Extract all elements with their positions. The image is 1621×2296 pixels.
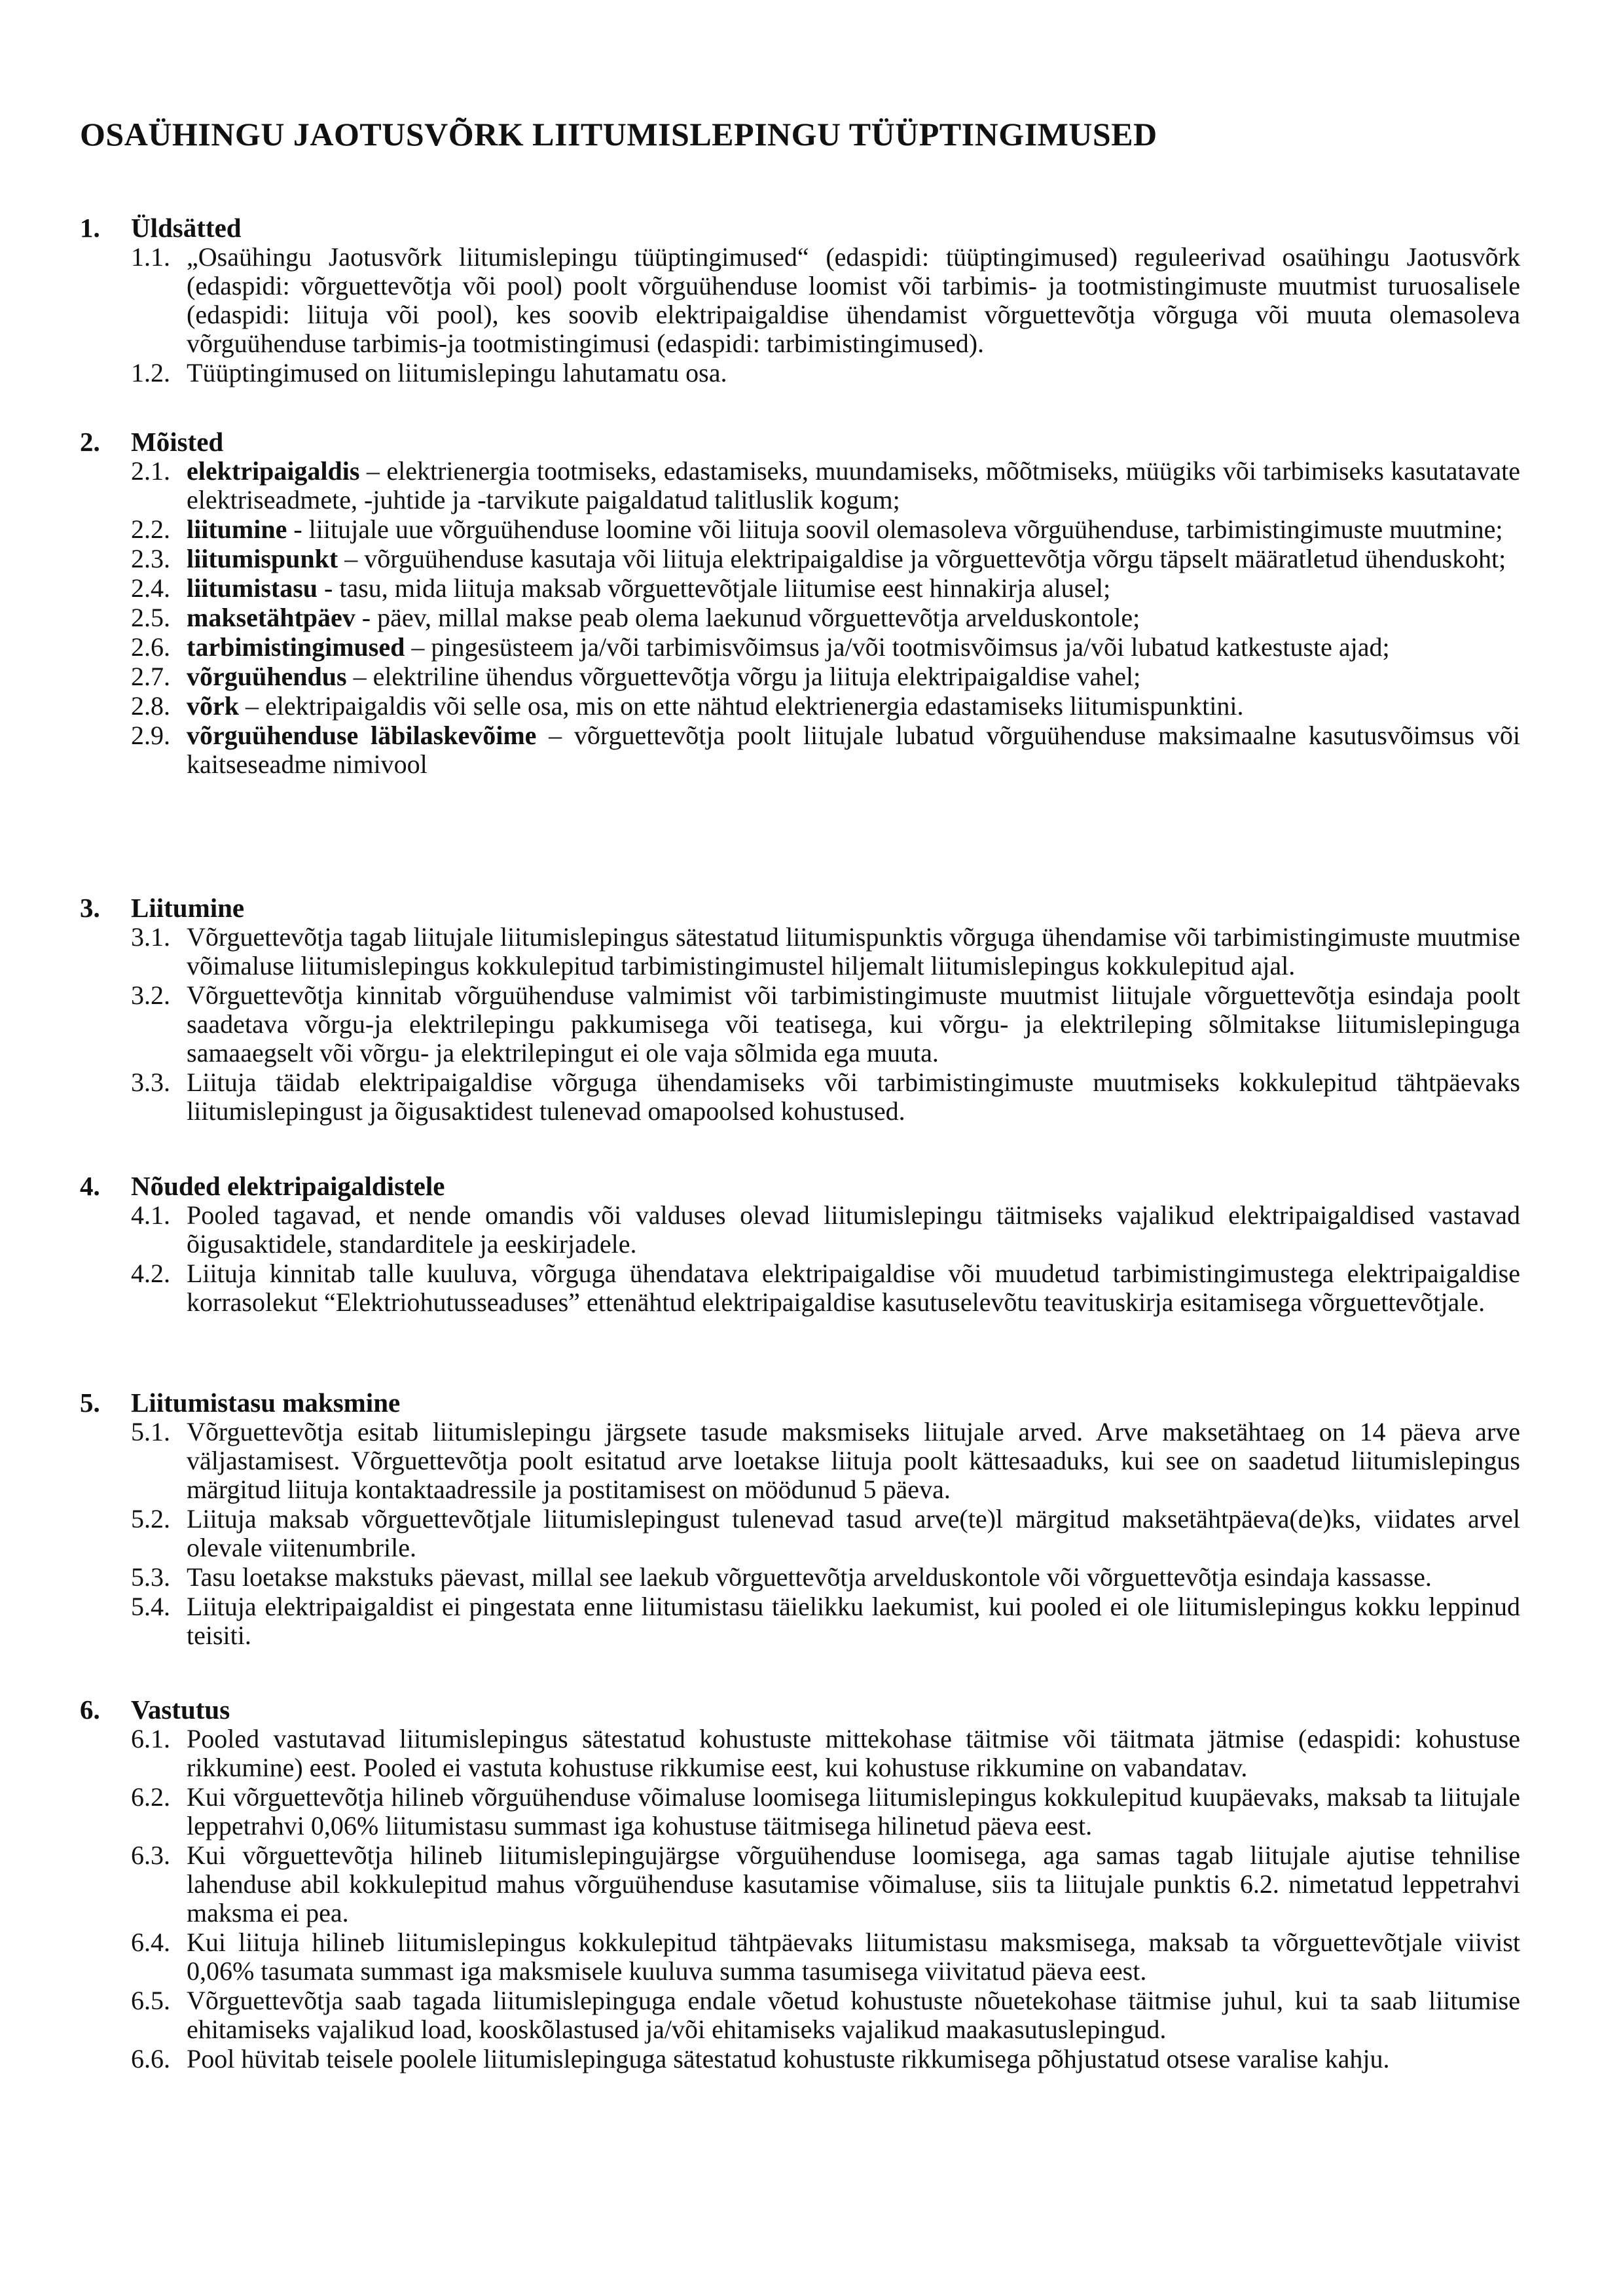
definition-text: – elektripaigaldis või selle osa, mis on ette nähtud elektrienergia edastamiseks liitumispunktini. [239, 691, 1244, 721]
definition-clause [131, 633, 1520, 662]
section-title: Liitumistasu maksmine [131, 1388, 401, 1418]
clause [131, 1928, 1520, 1986]
section-heading [80, 213, 1520, 242]
clause-text: Pool hüvitab teisele poolele liitumislepinguga sätestatud kohustuste rikkumisega põhjustatud otsese varalise kahju. [187, 2044, 1390, 2073]
clause-text: Kui võrguettevõtja hilineb liitumislepingujärgse võrguühenduse loomisega, aga samas tagab liitujale ajutise tehnilise lahenduse abil kokkulepitud mahus võrguühenduse kasutamise võimaluse, siis ta liitujale punktis 6.2. nimetatud leppetrahvi maksma ei pea. [187, 1840, 1520, 1928]
document-title: OSAÜHINGU JAOTUSVÕRK LIITUMISLEPINGU TÜÜPTINGIMUSED [80, 116, 1157, 152]
definition-clause [131, 515, 1520, 544]
defined-term: võrk [187, 691, 239, 721]
section-number: 4. [80, 1171, 100, 1201]
clause [131, 1986, 1520, 2044]
clause-text: „Osaühingu Jaotusvõrk liitumislepingu tüüptingimused“ (edaspidi: tüüptingimused) reguleerivad osaühingu Jaotusvõrk (edaspidi: võrguettevõtja või pool) poolt võrguühenduse loomist või tarbimis- ja tootmistingimuste muutmist turuosalisele (edaspidi: liituja või pool), kes soovib elektripaigaldise ühendamist võrguettevõtja võrguga või muuta olemasoleva võrguühenduse tarbimis-ja tootmistingimusi (edaspidi: tarbimistingimused). [187, 242, 1520, 358]
clause-text: Pooled tagavad, et nende omandis või valduses olevad liitumislepingu täitmiseks vajalikud elektripaigaldised vastavad õigusaktidele, standarditele ja eeskirjadele. [187, 1200, 1520, 1259]
section-general-provisions [80, 213, 1520, 387]
clause-text: Kui võrguettevõtja hilineb võrguühenduse võimaluse loomisega liitumislepingus kokkulepitud kuupäevaks, maksab ta liitujale leppetrahvi 0,06% liitumistasu summast iga kohustuse täitmisega hilinetud päeva eest. [187, 1782, 1520, 1840]
clause-number: 6.6. [131, 2044, 170, 2073]
clause [131, 243, 1520, 358]
clause-text: Liituja maksab võrguettevõtjale liitumislepingust tulenevad tasud arve(te)l märgitud maksetähtpäeva(de)ks, viidates arvel olevale viitenumbrile. [187, 1504, 1520, 1562]
section-liability [80, 1695, 1520, 2073]
clause-number: 4.1. [131, 1200, 170, 1230]
clause [131, 359, 1520, 387]
section-title: Üldsätted [131, 213, 242, 243]
clause [131, 923, 1520, 980]
clause [131, 1505, 1520, 1562]
defined-term: elektripaigaldis [187, 456, 360, 486]
section-heading [80, 893, 1520, 922]
definition-clause [131, 662, 1520, 691]
definition-clause [131, 545, 1520, 573]
definition-text: - liitujale uue võrguühenduse loomine või liituja soovil olemasoleva võrguühenduse, tarbimistingimuste muutmine; [287, 514, 1503, 544]
section-title: Liitumine [131, 893, 245, 923]
clause-number: 3.2. [131, 980, 170, 1010]
definition-clause [131, 721, 1520, 779]
clause-text: Võrguettevõtja saab tagada liitumislepinguga endale võetud kohustuste nõuetekohase täitmise juhul, kui ta saab liitumise ehitamiseks vajalikud load, kooskõlastused ja/või ehitamiseks vajalikud maakasutuslepingud. [187, 1986, 1520, 2044]
section-number: 6. [80, 1695, 100, 1725]
clause [131, 1259, 1520, 1317]
section-number: 1. [80, 213, 100, 243]
clause-number: 2.3. [131, 544, 170, 573]
definition-clause [131, 603, 1520, 632]
clause-text: Tüüptingimused on liitumislepingu lahutamatu osa. [187, 358, 727, 387]
definition-text: – elektriline ühendus võrguettevõtja võrgu ja liituja elektripaigaldise vahel; [346, 662, 1141, 691]
clause-number: 4.2. [131, 1259, 170, 1288]
clause-number: 1.1. [131, 242, 170, 272]
clause-number: 3.1. [131, 922, 170, 952]
clause [131, 981, 1520, 1067]
defined-term: võrguühendus [187, 662, 347, 691]
clause-number: 6.4. [131, 1928, 170, 1957]
clause-number: 2.5. [131, 603, 170, 632]
defined-term: maksetähtpäev [187, 603, 355, 632]
clause [131, 1725, 1520, 1782]
clause-number: 3.3. [131, 1067, 170, 1097]
definition-clause [131, 574, 1520, 603]
section-number: 3. [80, 893, 100, 923]
section-heading [80, 1172, 1520, 1200]
clause [131, 1563, 1520, 1592]
clause-text: Võrguettevõtja esitab liitumislepingu järgsete tasude maksmiseks liitujale arved. Arve maksetähtaeg on 14 päeva arve väljastamisest. Võrguettevõtja poolt esitatud arve loetakse liituja poolt kättesaaduks, kui see on saadetud liitumislepingus märgitud liituja kontaktaadressile ja postitamisest on möödunud 5 päeva. [187, 1417, 1520, 1504]
definition-text: – võrguühenduse kasutaja või liituja elektripaigaldise ja võrguettevõtja võrgu täpselt määratletud ühenduskoht; [338, 544, 1506, 573]
clause-number: 6.2. [131, 1782, 170, 1812]
clause [131, 1841, 1520, 1928]
clause [131, 1783, 1520, 1840]
clause-number: 2.1. [131, 456, 170, 486]
section-heading [80, 427, 1520, 456]
clause-number: 1.2. [131, 358, 170, 387]
clause-number: 6.5. [131, 1986, 170, 2015]
defined-term: liitumistasu [187, 573, 318, 603]
defined-term: liitumine [187, 514, 287, 544]
defined-term: liitumispunkt [187, 544, 338, 573]
clause-text: Liituja kinnitab talle kuuluva, võrguga ühendatava elektripaigaldise või muudetud tarbimistingimustega elektripaigaldise korrasolekut “Elektriohutusseaduses” ettenähtud elektripaigaldise kasutuselevõtu teavituskirja esitamisega võrguettevõtjale. [187, 1259, 1520, 1317]
clause [131, 1068, 1520, 1126]
section-heading [80, 1388, 1520, 1417]
definition-text: - päev, millal makse peab olema laekunud võrguettevõtja arvelduskontole; [355, 603, 1140, 632]
clause-text: Liituja täidab elektripaigaldise võrguga ühendamiseks või tarbimistingimuste muutmiseks kokkulepitud tähtpäevaks liitumislepingust ja õigusaktidest tulenevad omapoolsed kohustused. [187, 1067, 1520, 1126]
clause-text: Pooled vastutavad liitumislepingus sätestatud kohustuste mittekohase täitmise või täitmata jätmise (edaspidi: kohustuse rikkumine) eest. Pooled ei vastuta kohustuse rikkumise eest, kui kohustuse rikkumine on vabandatav. [187, 1724, 1520, 1782]
definition-clause [131, 692, 1520, 721]
clause-text: Tasu loetakse makstuks päevast, millal see laekub võrguettevõtja arvelduskontole või võrguettevõtja esindaja kassasse. [187, 1562, 1432, 1592]
section-number: 2. [80, 427, 100, 457]
definition-text: – elektrienergia tootmiseks, edastamiseks, muundamiseks, mõõtmiseks, müügiks või tarbimiseks kasutatavate elektriseadmete, -juhtide ja -tarvikute paigaldatud talitluslik kogum; [187, 456, 1520, 514]
defined-term: tarbimistingimused [187, 632, 405, 662]
section-heading [80, 1695, 1520, 1724]
section-fee-payment [80, 1388, 1520, 1650]
definition-text: – pingesüsteem ja/või tarbimisvõimsus ja/või tootmisvõimsus ja/või lubatud katkestuste ajad; [405, 632, 1390, 662]
clause-number: 2.6. [131, 632, 170, 662]
clause [131, 2045, 1520, 2073]
section-definitions [80, 427, 1520, 779]
clause-text: Võrguettevõtja tagab liitujale liitumislepingus sätestatud liitumispunktis võrguga ühendamise või tarbimistingimuste muutmise võimaluse liitumislepingus kokkulepitud tarbimistingimustel hiljemalt liitumislepingus kokkulepitud ajal. [187, 922, 1520, 980]
definition-text: - tasu, mida liituja maksab võrguettevõtjale liitumise eest hinnakirja alusel; [318, 573, 1111, 603]
section-number: 5. [80, 1388, 100, 1418]
clause-number: 2.7. [131, 662, 170, 691]
section-connection [80, 893, 1520, 1126]
clause-number: 6.3. [131, 1840, 170, 1870]
clause-text: Kui liituja hilineb liitumislepingus kokkulepitud tähtpäevaks liitumistasu maksmisega, maksab ta võrguettevõtjale viivist 0,06% tasumata summast iga maksmisele kuuluva summa tasumisega viivitatud päeva eest. [187, 1928, 1520, 1986]
section-installation-requirements [80, 1172, 1520, 1317]
clause-number: 2.2. [131, 514, 170, 544]
clause-number: 6.1. [131, 1724, 170, 1753]
clause-number: 2.9. [131, 721, 170, 750]
clause-number: 2.4. [131, 573, 170, 603]
definition-clause [131, 457, 1520, 514]
clause [131, 1201, 1520, 1259]
clause [131, 1592, 1520, 1650]
section-title: Mõisted [131, 427, 224, 457]
section-title: Nõuded elektripaigaldistele [131, 1171, 445, 1201]
clause-text: Liituja elektripaigaldist ei pingestata enne liitumistasu täielikku laekumist, kui pooled ei ole liitumislepingus kokku leppinud teisiti. [187, 1592, 1520, 1650]
clause-number: 5.1. [131, 1417, 170, 1446]
clause-number: 5.3. [131, 1562, 170, 1592]
clause-number: 5.4. [131, 1592, 170, 1621]
defined-term: võrguühenduse läbilaskevõime [187, 721, 537, 750]
clause-number: 2.8. [131, 691, 170, 721]
clause [131, 1418, 1520, 1504]
section-title: Vastutus [131, 1695, 230, 1725]
clause-number: 5.2. [131, 1504, 170, 1534]
definition-text: – võrguettevõtja poolt liitujale lubatud võrguühenduse maksimaalne kasutusvõimsus või kaitseseadme nimivool [187, 721, 1520, 779]
clause-text: Võrguettevõtja kinnitab võrguühenduse valmimist või tarbimistingimuste muutmist liitujale võrguettevõtja esindaja poolt saadetava võrgu-ja elektrilepingu pakkumisega või teatisega, kui võrgu- ja elektrileping sõlmitakse liitumislepinguga samaaegselt või võrgu- ja elektrilepingut ei ole vaja sõlmida ega muuta. [187, 980, 1520, 1067]
